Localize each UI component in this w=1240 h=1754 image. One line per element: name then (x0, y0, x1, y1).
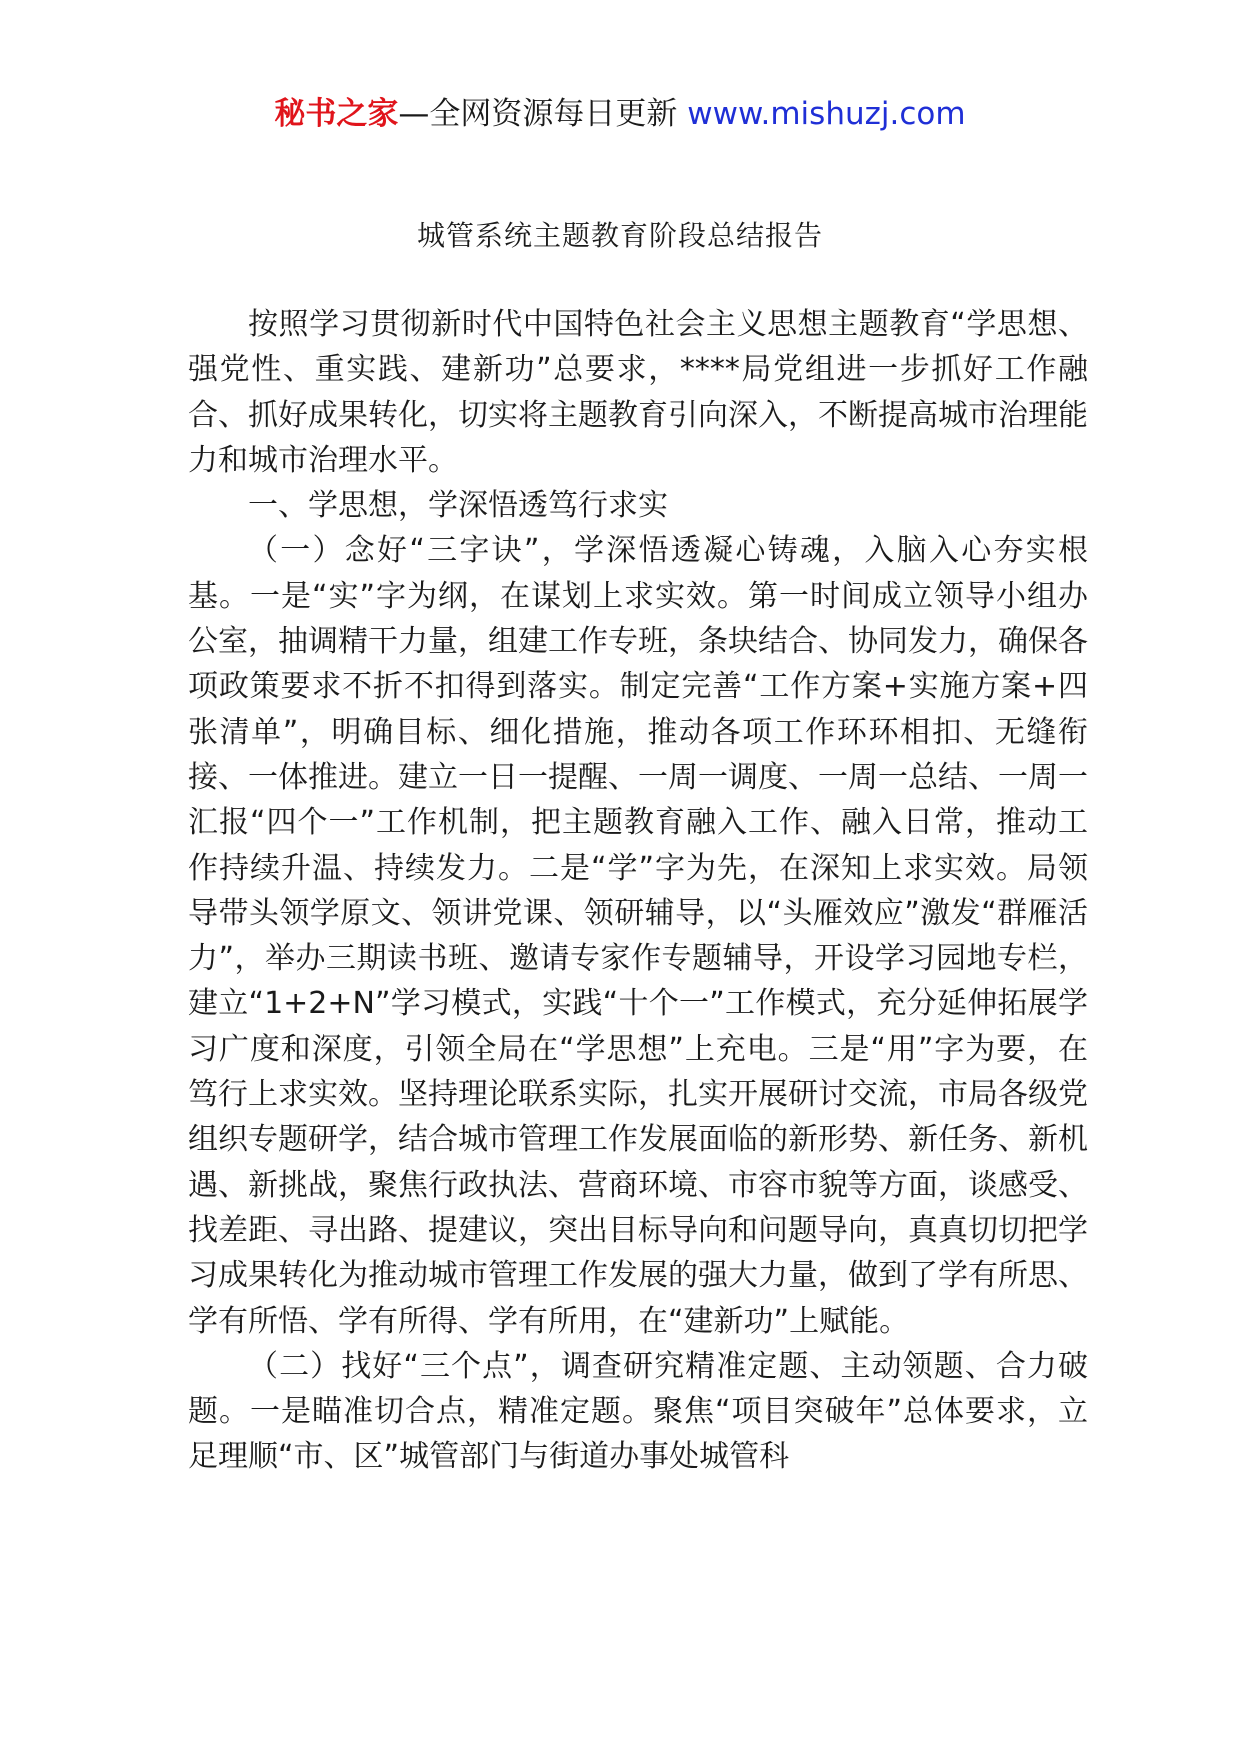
paragraph-subsection-1: （一）念好“三字诀”，学深悟透凝心铸魂，入脑入心夯实根基。一是“实”字为纲，在谋划上求实效。第一时间成立领导小组办公室，抽调精干力量，组建工作专班，条块结合、协同发力，确保各项政策要求不折不扣得到落实。制定完善“工作方案+实施方案+四张清单”，明确目标、细化措施，推动各项工作环环相扣、无缝衔接、一体推进。建立一日一提醒、一周一调度、一周一总结、一周一汇报“四个一”工作机制，把主题教育融入工作、融入日常，推动工作持续升温、持续发力。二是“学”字为先，在深知上求实效。局领导带头领学原文、领讲党课、领研辅导，以“头雁效应”激发“群雁活力”，举办三期读书班、邀请专家作专题辅导，开设学习园地专栏，建立“1+2+N”学习模式，实践“十个一”工作模式，充分延伸拓展学习广度和深度，引领全局在“学思想”上充电。三是“用”字为要，在笃行上求实效。坚持理论联系实际，扎实开展研讨交流，市局各级党组织专题研学，结合城市管理工作发展面临的新形势、新任务、新机遇、新挑战，聚焦行政执法、营商环境、市容市貌等方面，谈感受、找差距、寻出路、提建议，突出目标导向和问题导向，真真切切把学习成果转化为推动城市管理工作发展的强大力量，做到了学有所思、学有所悟、学有所得、学有所用，在“建新功”上赋能。 (188, 533, 1088, 1339)
paragraph-subsection-2: （二）找好“三个点”，调查研究精准定题、主动领题、合力破题。一是瞄准切合点，精准定题。聚焦“项目突破年”总体要求，立足理顺“市、区”城管部门与街道办事处城管科 (188, 1348, 1088, 1475)
site-url-link[interactable]: www.mishuzj.com (687, 96, 966, 132)
site-tagline: —全网资源每日更新 (398, 96, 688, 132)
paragraph-intro: 按照学习贯彻新时代中国特色社会主义思想主题教育“学思想、强党性、重实践、建新功”总要求，****局党组进一步抓好工作融合、抓好成果转化，切实将主题教育引向深入，不断提高城市治理能力和城市治理水平。 (188, 307, 1088, 478)
site-header (0, 92, 1240, 136)
document-title: 城管系统主题教育阶段总结报告 (416, 219, 823, 252)
section-heading-1: 一、学思想，学深悟透笃行求实 (248, 488, 668, 524)
site-brand: 秘书之家 (274, 96, 399, 132)
document-body (188, 302, 1088, 1480)
